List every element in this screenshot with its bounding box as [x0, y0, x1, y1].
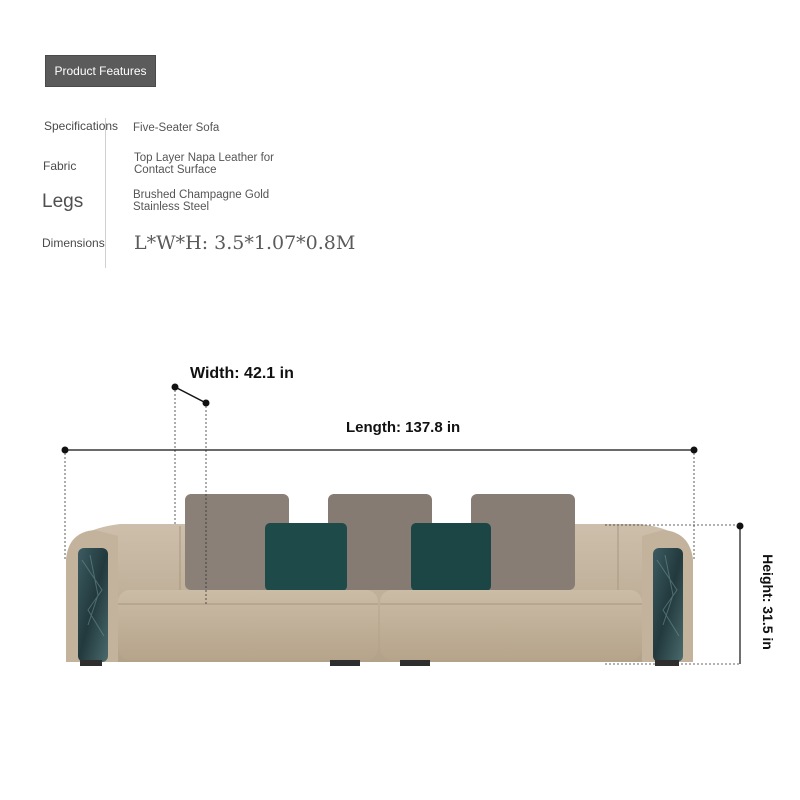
- green-pillow-left: [265, 523, 347, 591]
- height-label-container: [738, 552, 798, 652]
- leg-center-right: [400, 660, 430, 666]
- leg-center-left: [330, 660, 360, 666]
- spec-label-dimensions: Dimensions: [42, 236, 105, 250]
- spec-label-fabric: Fabric: [43, 159, 77, 173]
- product-features-badge: Product Features: [45, 55, 156, 87]
- spec-value-legs-line-2: Stainless Steel: [133, 201, 210, 213]
- spec-value-specifications: Five-Seater Sofa: [133, 122, 220, 134]
- spec-value-fabric-line-2: Contact Surface: [134, 164, 217, 176]
- seat-cushion-left: [118, 590, 378, 660]
- spec-value-fabric-line-1: Top Layer Napa Leather for: [134, 152, 275, 164]
- leg-left: [80, 660, 102, 666]
- marble-panel-right: [653, 548, 683, 662]
- spec-label-legs: Legs: [42, 191, 84, 212]
- length-label: Length: 137.8 in: [346, 419, 461, 436]
- leg-right: [655, 660, 679, 666]
- spec-label-specifications: Specifications: [44, 119, 119, 133]
- green-pillow-right: [411, 523, 491, 591]
- width-label: Width: 42.1 in: [190, 365, 294, 382]
- height-label: Height: 31.5 in: [760, 554, 776, 650]
- spec-value-dimensions: L*W*H: 3.5*1.07*0.8M: [134, 232, 356, 254]
- marble-panel-left: [78, 548, 108, 662]
- spec-value-legs-line-1: Brushed Champagne Gold: [133, 189, 270, 201]
- seat-cushion-right: [380, 590, 642, 660]
